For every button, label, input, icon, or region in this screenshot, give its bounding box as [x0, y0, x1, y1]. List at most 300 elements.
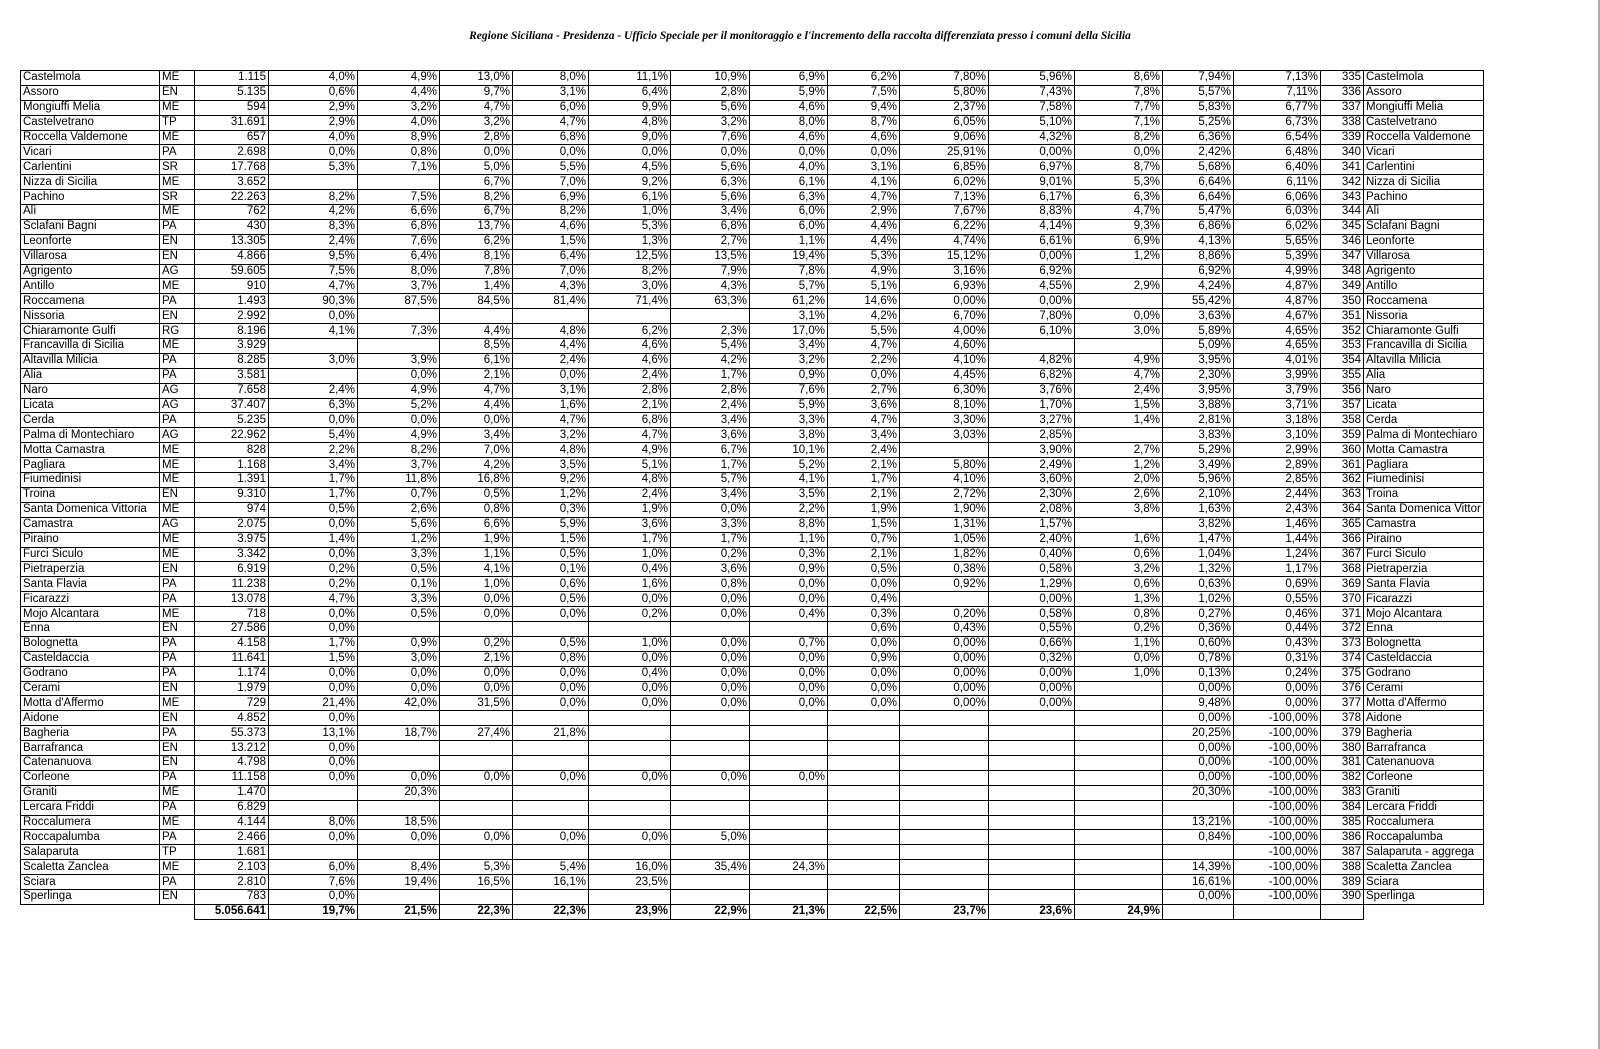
table-cell: [269, 339, 358, 354]
table-cell: 345: [1321, 219, 1364, 234]
table-cell: 22.263: [195, 190, 269, 205]
table-cell: 3,79%: [1234, 383, 1321, 398]
table-cell: 5,6%: [671, 100, 750, 115]
table-cell: 5,0%: [671, 830, 750, 845]
table-cell: 3,2%: [513, 428, 589, 443]
table-cell: 0,00%: [989, 145, 1075, 160]
total-cell: [21, 904, 160, 919]
table-cell: 13.305: [195, 234, 269, 249]
table-cell: PA: [160, 353, 195, 368]
table-cell: 355: [1321, 368, 1364, 383]
table-cell: 7,1%: [358, 160, 440, 175]
table-cell: 0,5%: [513, 592, 589, 607]
table-cell: 3,7%: [358, 279, 440, 294]
table-cell: 5,3%: [1075, 175, 1163, 190]
table-cell: Carlentini: [1364, 160, 1484, 175]
table-cell: 4,9%: [589, 443, 671, 458]
table-cell: 5,4%: [513, 860, 589, 875]
table-cell: 3,1%: [828, 160, 900, 175]
table-cell: 11.158: [195, 770, 269, 785]
table-row: [21, 741, 1484, 756]
table-cell: 0,2%: [589, 607, 671, 622]
table-cell: 1,57%: [989, 517, 1075, 532]
table-cell: Mongiuffi Melia: [21, 100, 160, 115]
table-cell: Pachino: [1364, 190, 1484, 205]
table-cell: 0,66%: [989, 636, 1075, 651]
table-cell: 8,83%: [989, 205, 1075, 220]
table-row: [21, 309, 1484, 324]
table-cell: 2,85%: [989, 428, 1075, 443]
table-cell: 8,2%: [440, 190, 513, 205]
table-cell: Castelmola: [1364, 71, 1484, 86]
table-cell: 0,00%: [989, 666, 1075, 681]
table-cell: 3,8%: [750, 428, 828, 443]
table-cell: 2,7%: [1075, 443, 1163, 458]
table-cell: 20,3%: [358, 785, 440, 800]
table-cell: 4,6%: [750, 130, 828, 145]
table-row: [21, 294, 1484, 309]
table-cell: 2,4%: [589, 368, 671, 383]
table-cell: 1,0%: [589, 636, 671, 651]
table-cell: 0,00%: [900, 636, 989, 651]
table-cell: 0,0%: [671, 666, 750, 681]
table-cell: 2.075: [195, 517, 269, 532]
table-cell: 0,0%: [269, 413, 358, 428]
table-cell: [440, 815, 513, 830]
table-cell: 3,3%: [750, 413, 828, 428]
table-cell: 5,3%: [589, 219, 671, 234]
table-cell: 1.493: [195, 294, 269, 309]
table-cell: 0,4%: [589, 666, 671, 681]
table-cell: 0,20%: [900, 607, 989, 622]
table-cell: 338: [1321, 115, 1364, 130]
table-cell: 0,0%: [269, 830, 358, 845]
table-cell: 9,01%: [989, 175, 1075, 190]
table-cell: 16,8%: [440, 473, 513, 488]
table-cell: 0,0%: [671, 592, 750, 607]
table-cell: 3,4%: [440, 428, 513, 443]
table-cell: 6,92%: [1163, 264, 1234, 279]
table-cell: 362: [1321, 473, 1364, 488]
table-cell: 0,0%: [440, 592, 513, 607]
table-cell: 0,0%: [513, 368, 589, 383]
table-cell: 2,8%: [671, 383, 750, 398]
table-cell: 4,55%: [989, 279, 1075, 294]
table-cell: 7,5%: [828, 85, 900, 100]
table-cell: 1,9%: [589, 502, 671, 517]
table-cell: [671, 741, 750, 756]
table-cell: PA: [160, 800, 195, 815]
table-cell: 19,4%: [358, 875, 440, 890]
table-cell: 346: [1321, 234, 1364, 249]
table-cell: [900, 770, 989, 785]
table-cell: -100,00%: [1234, 785, 1321, 800]
table-cell: 3,6%: [671, 562, 750, 577]
table-cell: 4,5%: [589, 160, 671, 175]
table-cell: 21,8%: [513, 726, 589, 741]
table-cell: 783: [195, 889, 269, 904]
table-cell: 0,0%: [750, 666, 828, 681]
table-cell: Furci Siculo: [21, 547, 160, 562]
table-cell: 0,0%: [440, 145, 513, 160]
table-cell: 4,7%: [513, 413, 589, 428]
table-cell: Graniti: [21, 785, 160, 800]
table-cell: 2,1%: [440, 651, 513, 666]
table-row: [21, 860, 1484, 875]
table-cell: 0,0%: [513, 681, 589, 696]
table-cell: 0,0%: [750, 681, 828, 696]
table-cell: 87,5%: [358, 294, 440, 309]
table-cell: ME: [160, 205, 195, 220]
table-row: [21, 845, 1484, 860]
table-cell: [750, 621, 828, 636]
table-cell: 18,7%: [358, 726, 440, 741]
table-cell: 0,0%: [440, 413, 513, 428]
table-cell: 6,0%: [750, 219, 828, 234]
table-cell: EN: [160, 755, 195, 770]
table-cell: ME: [160, 175, 195, 190]
table-cell: 10,9%: [671, 71, 750, 86]
table-cell: 6,4%: [589, 85, 671, 100]
table-cell: AG: [160, 398, 195, 413]
table-cell: [513, 621, 589, 636]
total-cell: 19,7%: [269, 904, 358, 919]
table-cell: 6,40%: [1234, 160, 1321, 175]
total-cell: 5.056.641: [195, 904, 269, 919]
table-row: [21, 726, 1484, 741]
table-cell: 378: [1321, 711, 1364, 726]
table-cell: 7,13%: [900, 190, 989, 205]
table-cell: 1,0%: [440, 577, 513, 592]
table-cell: 0,8%: [358, 145, 440, 160]
table-cell: 2,0%: [1075, 473, 1163, 488]
table-cell: 382: [1321, 770, 1364, 785]
table-cell: 0,0%: [513, 770, 589, 785]
table-cell: 6,03%: [1234, 205, 1321, 220]
table-cell: Aidone: [1364, 711, 1484, 726]
table-cell: 2,10%: [1163, 487, 1234, 502]
table-cell: 4,0%: [750, 160, 828, 175]
table-cell: Fiumedinisi: [21, 473, 160, 488]
table-cell: 6,8%: [513, 130, 589, 145]
table-cell: -100,00%: [1234, 726, 1321, 741]
table-cell: 1,4%: [440, 279, 513, 294]
table-cell: 5,4%: [671, 339, 750, 354]
table-cell: [671, 755, 750, 770]
table-cell: 0,00%: [1234, 681, 1321, 696]
table-row: [21, 85, 1484, 100]
table-row: [21, 100, 1484, 115]
table-cell: 2,8%: [671, 85, 750, 100]
table-cell: Francavilla di Sicilia: [1364, 339, 1484, 354]
table-cell: Roccamena: [21, 294, 160, 309]
table-cell: 1,9%: [828, 502, 900, 517]
table-cell: Chiaramonte Gulfi: [1364, 324, 1484, 339]
table-cell: PA: [160, 830, 195, 845]
table-cell: Nizza di Sicilia: [21, 175, 160, 190]
table-cell: Bagheria: [21, 726, 160, 741]
table-cell: 5,5%: [513, 160, 589, 175]
table-cell: 0,00%: [900, 681, 989, 696]
table-cell: Sclafani Bagni: [21, 219, 160, 234]
table-row: [21, 547, 1484, 562]
table-cell: Mojo Alcantara: [21, 607, 160, 622]
table-cell: Scaletta Zanclea: [1364, 860, 1484, 875]
table-cell: Pagliara: [21, 458, 160, 473]
table-cell: -100,00%: [1234, 741, 1321, 756]
table-cell: PA: [160, 145, 195, 160]
table-cell: 353: [1321, 339, 1364, 354]
table-cell: 3,3%: [358, 547, 440, 562]
table-cell: 4,8%: [589, 115, 671, 130]
table-cell: 5,5%: [828, 324, 900, 339]
table-cell: 0,5%: [358, 562, 440, 577]
table-cell: Troina: [21, 487, 160, 502]
table-cell: 1,44%: [1234, 532, 1321, 547]
table-cell: 9,48%: [1163, 696, 1234, 711]
table-cell: 0,92%: [900, 577, 989, 592]
table-cell: 4,7%: [440, 100, 513, 115]
table-cell: 6,8%: [358, 219, 440, 234]
table-cell: PA: [160, 875, 195, 890]
table-cell: 8,1%: [440, 249, 513, 264]
table-cell: 6,3%: [269, 398, 358, 413]
table-cell: 7,8%: [1075, 85, 1163, 100]
table-cell: 372: [1321, 621, 1364, 636]
table-cell: 1,4%: [269, 532, 358, 547]
table-cell: 7,6%: [269, 875, 358, 890]
table-cell: 1,5%: [1075, 398, 1163, 413]
table-cell: Sperlinga: [21, 889, 160, 904]
table-cell: 341: [1321, 160, 1364, 175]
table-cell: 0,0%: [358, 413, 440, 428]
table-cell: 3,30%: [900, 413, 989, 428]
table-cell: 4,6%: [828, 130, 900, 145]
table-cell: 0,7%: [828, 532, 900, 547]
table-cell: 0,0%: [1075, 145, 1163, 160]
table-cell: Carlentini: [21, 160, 160, 175]
table-cell: 5,2%: [358, 398, 440, 413]
table-cell: 6,6%: [440, 517, 513, 532]
total-cell: 23,7%: [900, 904, 989, 919]
table-cell: 0,0%: [828, 577, 900, 592]
table-cell: 6,85%: [900, 160, 989, 175]
table-cell: 0,5%: [513, 636, 589, 651]
table-cell: Roccalumera: [1364, 815, 1484, 830]
totals-row: [21, 904, 1484, 919]
table-cell: 0,0%: [440, 770, 513, 785]
table-cell: 384: [1321, 800, 1364, 815]
table-cell: [440, 785, 513, 800]
table-cell: [989, 785, 1075, 800]
table-row: [21, 651, 1484, 666]
table-cell: TP: [160, 845, 195, 860]
table-cell: 2,40%: [989, 532, 1075, 547]
total-cell: 22,3%: [513, 904, 589, 919]
table-cell: 13,21%: [1163, 815, 1234, 830]
table-cell: [671, 309, 750, 324]
table-cell: 0,0%: [269, 681, 358, 696]
table-cell: 0,0%: [440, 666, 513, 681]
table-cell: Leonforte: [21, 234, 160, 249]
table-cell: 0,00%: [1163, 889, 1234, 904]
table-cell: 0,6%: [513, 577, 589, 592]
table-cell: Antillo: [1364, 279, 1484, 294]
table-cell: 0,0%: [358, 368, 440, 383]
table-cell: 1,1%: [1075, 636, 1163, 651]
table-cell: 2,4%: [513, 353, 589, 368]
table-row: [21, 383, 1484, 398]
table-cell: 4,65%: [1234, 324, 1321, 339]
table-cell: [671, 726, 750, 741]
table-cell: Bolognetta: [21, 636, 160, 651]
table-cell: [1075, 845, 1163, 860]
table-cell: 55.373: [195, 726, 269, 741]
table-cell: 2,4%: [1075, 383, 1163, 398]
table-cell: [589, 741, 671, 756]
table-cell: 0,78%: [1163, 651, 1234, 666]
table-cell: 1,6%: [589, 577, 671, 592]
table-cell: 13,5%: [671, 249, 750, 264]
table-cell: 0,0%: [269, 621, 358, 636]
table-cell: 1,5%: [513, 532, 589, 547]
table-cell: ME: [160, 473, 195, 488]
table-cell: 0,43%: [900, 621, 989, 636]
table-cell: Corleone: [1364, 770, 1484, 785]
table-cell: 1,3%: [1075, 592, 1163, 607]
table-row: [21, 458, 1484, 473]
table-cell: [589, 785, 671, 800]
table-cell: 0,0%: [671, 502, 750, 517]
table-cell: 0,0%: [269, 666, 358, 681]
table-cell: 3,4%: [828, 428, 900, 443]
table-cell: 1,46%: [1234, 517, 1321, 532]
table-cell: 340: [1321, 145, 1364, 160]
table-cell: 4,4%: [828, 234, 900, 249]
table-cell: 366: [1321, 532, 1364, 547]
table-cell: 3,1%: [513, 85, 589, 100]
total-cell: 22,5%: [828, 904, 900, 919]
table-cell: 2,4%: [671, 398, 750, 413]
table-cell: 1.115: [195, 71, 269, 86]
table-cell: 0,3%: [828, 607, 900, 622]
table-cell: 7,0%: [513, 175, 589, 190]
table-cell: 0,84%: [1163, 830, 1234, 845]
table-cell: Graniti: [1364, 785, 1484, 800]
table-cell: Bagheria: [1364, 726, 1484, 741]
table-cell: 1,1%: [750, 532, 828, 547]
table-cell: [989, 889, 1075, 904]
table-cell: [1075, 681, 1163, 696]
table-cell: 1,7%: [269, 473, 358, 488]
table-cell: Assoro: [21, 85, 160, 100]
table-cell: 2,4%: [589, 487, 671, 502]
table-row: [21, 562, 1484, 577]
table-cell: [1075, 264, 1163, 279]
table-cell: 0,0%: [358, 770, 440, 785]
table-cell: [269, 785, 358, 800]
table-cell: [1075, 517, 1163, 532]
table-cell: [1075, 889, 1163, 904]
table-cell: 3,90%: [989, 443, 1075, 458]
table-cell: 5,29%: [1163, 443, 1234, 458]
table-cell: 0,9%: [750, 368, 828, 383]
table-cell: EN: [160, 562, 195, 577]
table-cell: Motta d'Affermo: [21, 696, 160, 711]
table-cell: 4,7%: [828, 339, 900, 354]
table-cell: Cerami: [1364, 681, 1484, 696]
table-cell: 6,36%: [1163, 130, 1234, 145]
table-row: [21, 160, 1484, 175]
total-cell: [1364, 904, 1484, 919]
table-cell: Villarosa: [21, 249, 160, 264]
total-cell: 24,9%: [1075, 904, 1163, 919]
table-cell: 11,1%: [589, 71, 671, 86]
table-cell: 4,6%: [589, 353, 671, 368]
table-cell: Palma di Montechiaro: [21, 428, 160, 443]
table-cell: 7,1%: [1075, 115, 1163, 130]
table-cell: 6,54%: [1234, 130, 1321, 145]
table-cell: 349: [1321, 279, 1364, 294]
table-cell: 0,0%: [269, 309, 358, 324]
table-row: [21, 145, 1484, 160]
table-cell: 0,9%: [828, 651, 900, 666]
table-cell: 13.078: [195, 592, 269, 607]
table-cell: 3,0%: [589, 279, 671, 294]
table-cell: 0,4%: [589, 562, 671, 577]
table-cell: [750, 830, 828, 845]
table-cell: 377: [1321, 696, 1364, 711]
table-cell: 1,5%: [828, 517, 900, 532]
table-cell: 2.810: [195, 875, 269, 890]
table-cell: Barrafranca: [1364, 741, 1484, 756]
table-row: [21, 205, 1484, 220]
table-cell: 1,17%: [1234, 562, 1321, 577]
table-cell: 2,44%: [1234, 487, 1321, 502]
table-cell: [828, 830, 900, 845]
table-cell: 0,63%: [1163, 577, 1234, 592]
table-cell: 8,2%: [589, 264, 671, 279]
table-cell: 7,3%: [358, 324, 440, 339]
table-cell: 343: [1321, 190, 1364, 205]
table-cell: 0,00%: [1163, 755, 1234, 770]
table-cell: 8,5%: [440, 339, 513, 354]
table-cell: 5,80%: [900, 85, 989, 100]
table-cell: 4,2%: [671, 353, 750, 368]
table-cell: 31,5%: [440, 696, 513, 711]
table-cell: 1,7%: [671, 368, 750, 383]
table-cell: 5,4%: [269, 428, 358, 443]
table-cell: EN: [160, 889, 195, 904]
table-cell: [358, 309, 440, 324]
table-cell: 7,94%: [1163, 71, 1234, 86]
table-cell: 0,40%: [989, 547, 1075, 562]
table-cell: Castelvetrano: [21, 115, 160, 130]
table-cell: ME: [160, 860, 195, 875]
table-cell: Piraino: [21, 532, 160, 547]
table-cell: Alì: [1364, 205, 1484, 220]
table-cell: 17,0%: [750, 324, 828, 339]
table-cell: 2,9%: [269, 115, 358, 130]
total-cell: 21,5%: [358, 904, 440, 919]
table-cell: 339: [1321, 130, 1364, 145]
table-cell: 0,0%: [671, 145, 750, 160]
table-cell: 359: [1321, 428, 1364, 443]
table-cell: 4,9%: [1075, 353, 1163, 368]
table-cell: 2.698: [195, 145, 269, 160]
table-cell: 4,82%: [989, 353, 1075, 368]
table-cell: 4,7%: [828, 413, 900, 428]
